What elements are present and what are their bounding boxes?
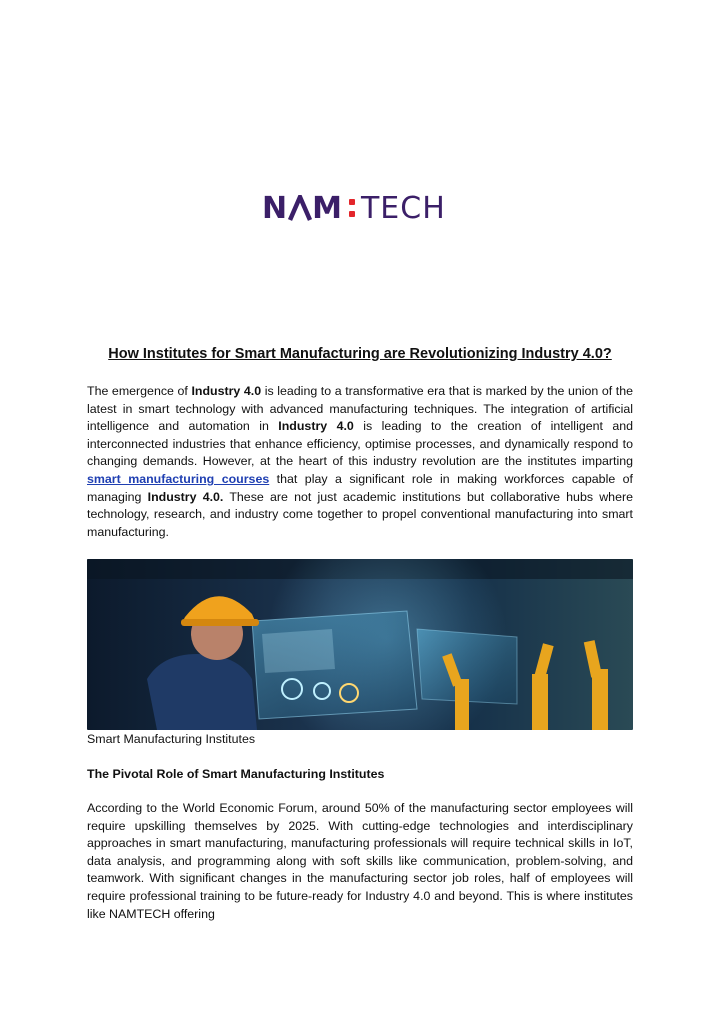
image-caption: Smart Manufacturing Institutes — [87, 732, 256, 746]
intro-paragraph: The emergence of Industry 4.0 is leading to a transformative era that is marked by the union of the latest in smart technology with advanced manufacturing techniques. The integration of artificial intelligence and automation in Industry 4.0 is leading to the creation of intelligent and interconnected industries that enhance efficiency, optimise processes, and dynamically respond to changing demands. However, at the heart of this industry revolution are the institutes imparting smart manufacturing courses that play a significant role in making workforces capable of managing Industry 4.0. These are not just academic institutions but collaborative hubs where technology, research, and industry come together to propel conventional manufacturing into smart manufacturing. — [87, 384, 634, 539]
hero-image — [87, 559, 633, 730]
article-title: How Institutes for Smart Manufacturing are Revolutionizing Industry 4.0? — [108, 346, 612, 362]
section-heading: The Pivotal Role of Smart Manufacturing Institutes — [87, 767, 385, 781]
logo-colon — [349, 193, 355, 223]
smart-factory-illustration — [87, 559, 633, 730]
logo-text-n: N — [262, 190, 289, 226]
logo-a-glyph — [288, 195, 312, 221]
logo-text-tech: TECH — [360, 190, 446, 226]
smart-manufacturing-courses-link[interactable]: smart manufacturing courses — [87, 471, 270, 486]
namtech-logo — [262, 190, 446, 226]
logo-text-m: M — [312, 190, 343, 226]
body-paragraph: According to the World Economic Forum, around 50% of the manufacturing sector employees will require upskilling themselves by 2025. With cutting-edge technologies and interdisciplinary approaches in smart manufacturing, manufacturing professionals will require technical skills in IoT, data analysis, and programming along with soft skills like communication, problem-solving, and teamwork. With significant changes in the manufacturing sector job roles, half of employees will require professional training to be future-ready for Industry 4.0 and beyond. This is where institutes like NAMTECH offering — [87, 801, 633, 921]
